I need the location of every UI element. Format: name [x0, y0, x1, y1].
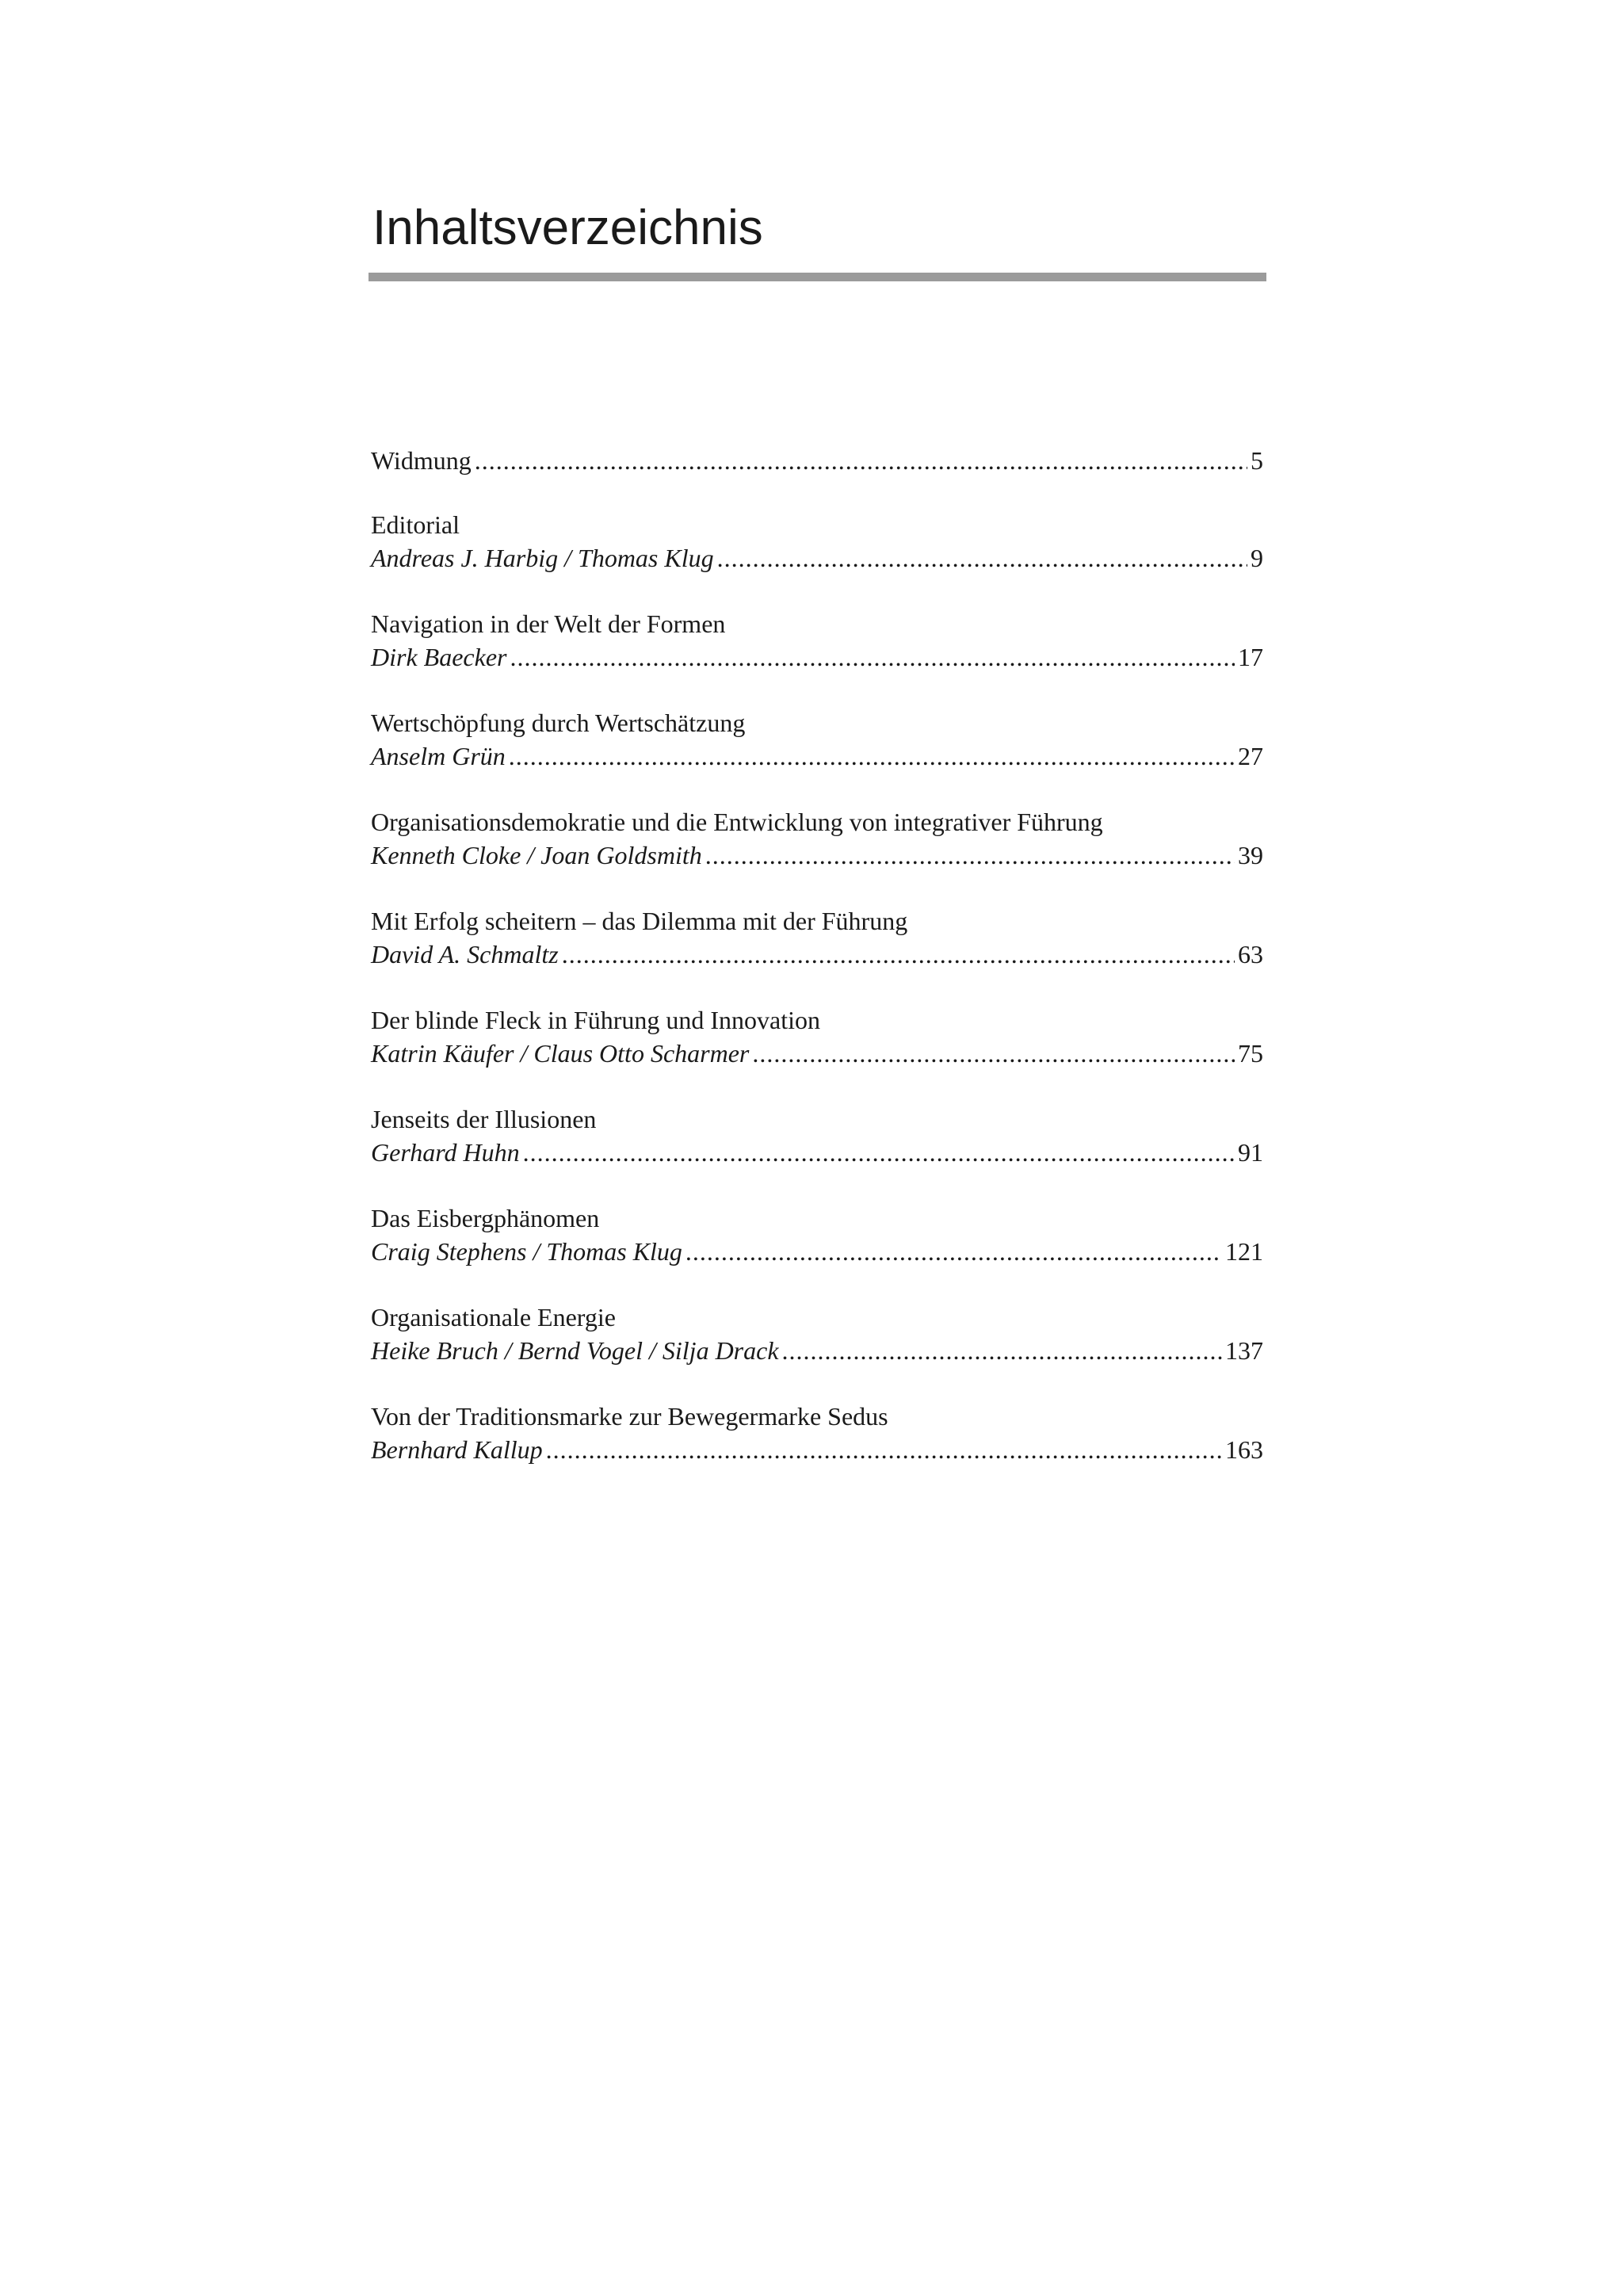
- toc-entry-title: Jenseits der Illusionen: [371, 1105, 597, 1133]
- toc-entry-title: Organisationsdemokratie und die Entwicklung von integrativer Führung: [371, 808, 1103, 836]
- toc-entry-line: [371, 541, 1263, 575]
- dot-leader: [685, 1235, 1222, 1268]
- toc-entry: [371, 607, 1263, 706]
- toc-entry-line: [371, 1334, 1263, 1367]
- toc-entry: [371, 1102, 1263, 1201]
- toc-entry: [371, 904, 1263, 1003]
- dot-leader: [509, 739, 1235, 773]
- toc-entry-title: Navigation in der Welt der Formen: [371, 609, 726, 638]
- toc-entry-author: Andreas J. Harbig / Thomas Klug: [371, 544, 714, 572]
- toc-entry-line: [371, 1235, 1263, 1268]
- dot-leader: [546, 1433, 1222, 1466]
- toc-entry: [371, 1400, 1263, 1499]
- dot-leader: [475, 444, 1247, 477]
- toc-entry-page: 163: [1225, 1435, 1263, 1464]
- toc-entry-author: Heike Bruch / Bernd Vogel / Silja Drack: [371, 1336, 779, 1365]
- dot-leader: [752, 1037, 1235, 1070]
- toc-entry-page: 5: [1251, 446, 1263, 475]
- toc-entry-author: David A. Schmaltz: [371, 940, 559, 968]
- page-title: Inhaltsverzeichnis: [372, 201, 763, 255]
- toc-entry-author: Katrin Käufer / Claus Otto Scharmer: [371, 1039, 750, 1068]
- dot-leader: [523, 1136, 1235, 1169]
- toc-entry: [371, 1003, 1263, 1102]
- toc-entry-title: Mit Erfolg scheitern – das Dilemma mit der Führung: [371, 907, 908, 935]
- toc-entry-page: 91: [1238, 1138, 1263, 1167]
- toc-entry: [371, 805, 1263, 904]
- toc-entry-page: 63: [1238, 940, 1263, 968]
- toc-entry-page: 9: [1251, 544, 1263, 572]
- toc-entry-author: Dirk Baecker: [371, 643, 507, 671]
- toc-entry-line: [371, 839, 1263, 872]
- dot-leader: [782, 1334, 1222, 1367]
- toc-entry: [371, 706, 1263, 805]
- toc-entry-title: Der blinde Fleck in Führung und Innovation: [371, 1006, 821, 1034]
- toc-entry-line: [371, 1433, 1263, 1466]
- toc-entry-line: [371, 640, 1263, 674]
- dot-leader: [717, 541, 1247, 575]
- toc-entry-page: 75: [1238, 1039, 1263, 1068]
- toc-entry: [371, 508, 1263, 607]
- table-of-contents: [371, 444, 1263, 1499]
- toc-entry-title: Editorial: [371, 510, 460, 539]
- toc-entry-line: [371, 1136, 1263, 1169]
- toc-entry: [371, 1201, 1263, 1301]
- toc-entry-title: Widmung: [371, 446, 472, 475]
- toc-entry-author: Anselm Grün: [371, 742, 506, 770]
- toc-entry-author: Bernhard Kallup: [371, 1435, 543, 1464]
- toc-entry-page: 17: [1238, 643, 1263, 671]
- toc-entry-page: 121: [1225, 1237, 1263, 1266]
- toc-entry: [371, 1301, 1263, 1400]
- toc-entry-title: Wertschöpfung durch Wertschätzung: [371, 709, 746, 737]
- toc-entry-title: Das Eisbergphänomen: [371, 1204, 600, 1232]
- toc-entry-line: [371, 739, 1263, 773]
- toc-entry-title: Von der Traditionsmarke zur Bewegermarke Sedus: [371, 1402, 888, 1431]
- toc-entry-page: 137: [1225, 1336, 1263, 1365]
- toc-entry-title: Organisationale Energie: [371, 1303, 616, 1331]
- toc-entry-author: Craig Stephens / Thomas Klug: [371, 1237, 682, 1266]
- toc-entry-author: Kenneth Cloke / Joan Goldsmith: [371, 841, 702, 869]
- toc-entry-author: Gerhard Huhn: [371, 1138, 520, 1167]
- toc-entry: [371, 444, 1263, 508]
- toc-entry-line: [371, 444, 1263, 477]
- toc-entry-line: [371, 1037, 1263, 1070]
- toc-entry-page: 27: [1238, 742, 1263, 770]
- dot-leader: [562, 938, 1235, 971]
- dot-leader: [510, 640, 1235, 674]
- toc-entry-page: 39: [1238, 841, 1263, 869]
- dot-leader: [705, 839, 1235, 872]
- title-rule: [369, 273, 1266, 281]
- toc-entry-line: [371, 938, 1263, 971]
